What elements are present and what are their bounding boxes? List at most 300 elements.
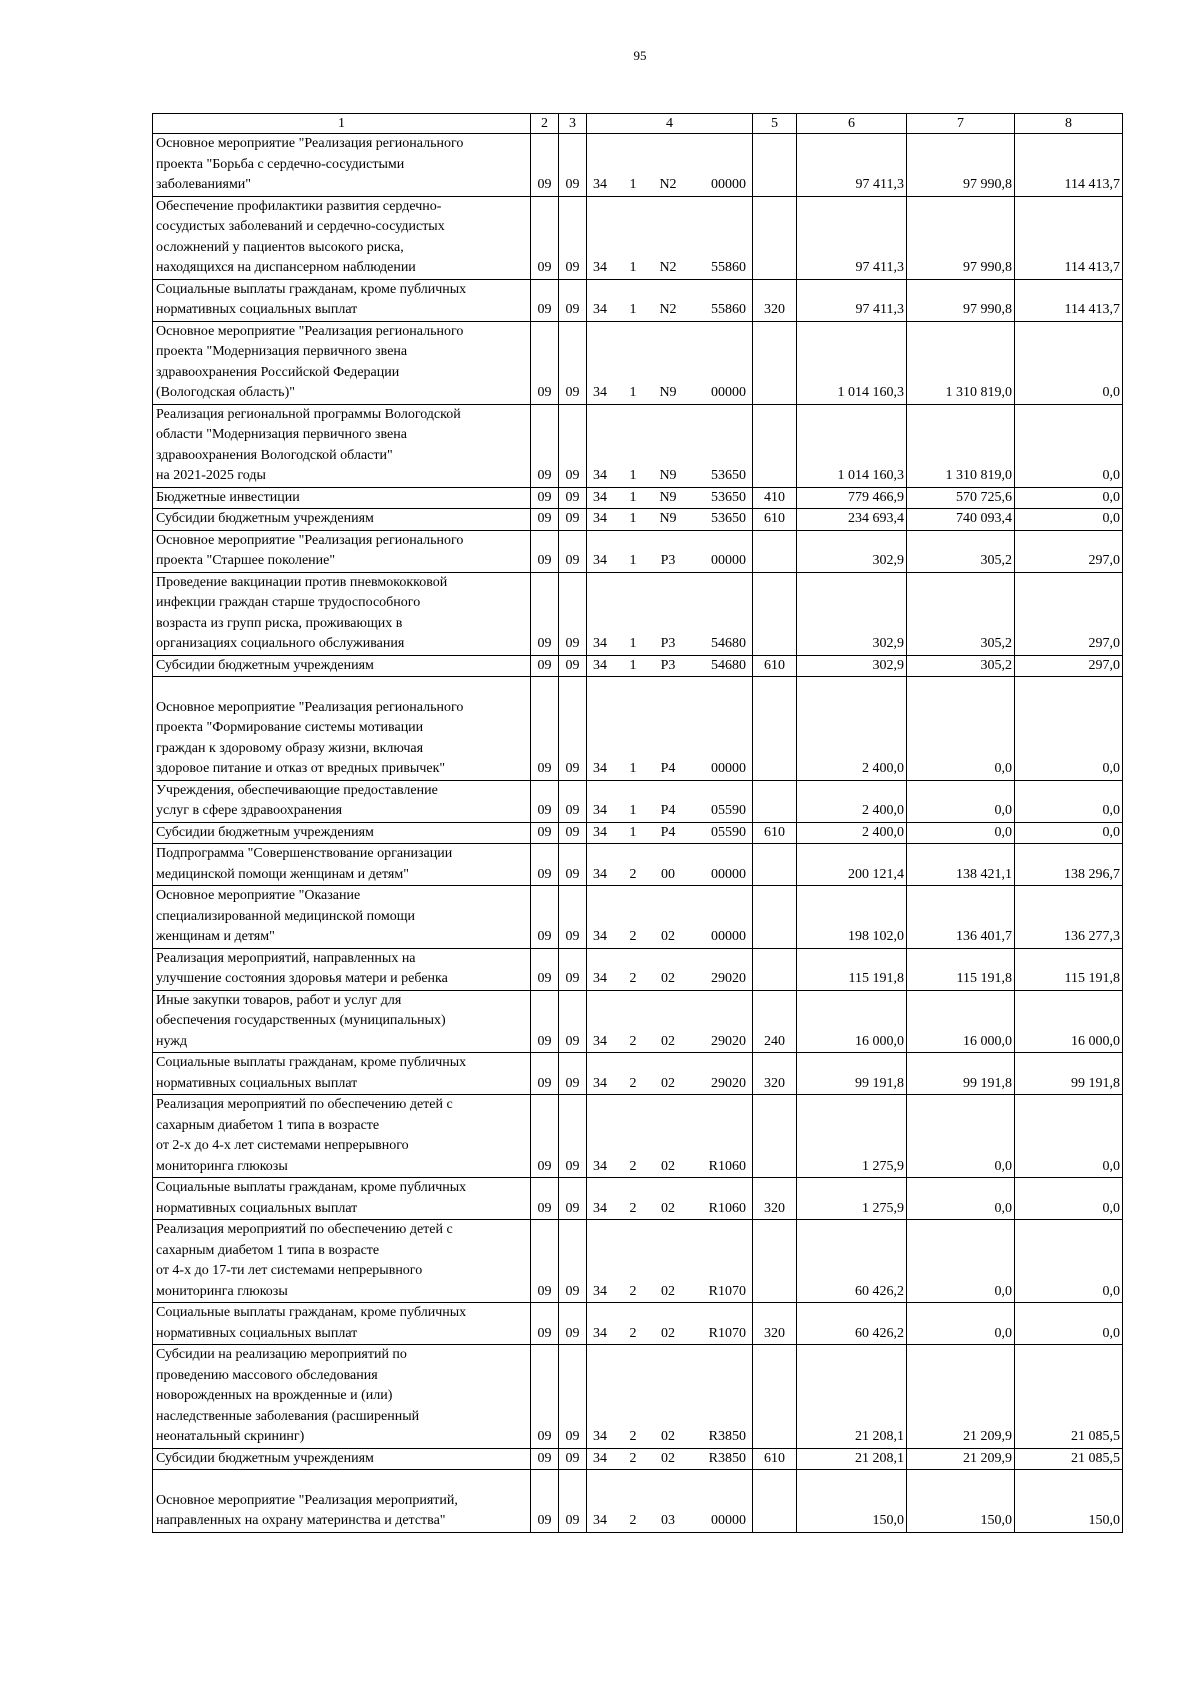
amount-col7: 305,2 bbox=[907, 655, 1015, 677]
target-article-code bbox=[587, 822, 753, 844]
row-name: Реализация мероприятий по обеспечению детей с сахарным диабетом 1 типа в возрасте от 4-х до 17-ти лет системами непрерывного мониторинга глюкозы bbox=[153, 1220, 531, 1303]
section-code: 09 bbox=[531, 1470, 559, 1533]
subprogram-code: 2 bbox=[629, 1033, 637, 1049]
section-code: 09 bbox=[531, 487, 559, 509]
subsection-code: 09 bbox=[559, 844, 587, 886]
section-code: 09 bbox=[531, 279, 559, 321]
amount-col8: 297,0 bbox=[1015, 530, 1123, 572]
expense-type-code: 240 bbox=[753, 990, 797, 1053]
amount-col8: 115 191,8 bbox=[1015, 948, 1123, 990]
target-article-code bbox=[587, 990, 753, 1053]
direction-code: 53650 bbox=[711, 511, 746, 526]
subprogram-code: 2 bbox=[629, 1450, 637, 1466]
direction-code: 00000 bbox=[711, 761, 746, 776]
expense-type-code: 610 bbox=[753, 1448, 797, 1470]
subsection-code: 09 bbox=[559, 1178, 587, 1220]
expense-type-code bbox=[753, 1220, 797, 1303]
header-cell: 2 bbox=[531, 114, 559, 134]
expense-type-code bbox=[753, 321, 797, 404]
target-article-code bbox=[587, 321, 753, 404]
amount-col6: 200 121,4 bbox=[797, 844, 907, 886]
amount-col7: 305,2 bbox=[907, 572, 1015, 655]
target-article-code bbox=[587, 1178, 753, 1220]
amount-col8: 0,0 bbox=[1015, 509, 1123, 531]
program-code: 34 bbox=[593, 177, 607, 192]
amount-col6: 60 426,2 bbox=[797, 1220, 907, 1303]
amount-col6: 21 208,1 bbox=[797, 1448, 907, 1470]
amount-col7: 0,0 bbox=[907, 822, 1015, 844]
row-name: Основное мероприятие "Реализация регионального проекта "Старшее поколение" bbox=[153, 530, 531, 572]
expense-type-code bbox=[753, 196, 797, 279]
subsection-code: 09 bbox=[559, 780, 587, 822]
amount-col6: 198 102,0 bbox=[797, 886, 907, 949]
direction-code: R1070 bbox=[708, 1283, 746, 1299]
subprogram-code: 1 bbox=[629, 489, 637, 505]
event-code: 02 bbox=[661, 1033, 675, 1049]
program-code: 34 bbox=[593, 636, 607, 651]
subsection-code: 09 bbox=[559, 990, 587, 1053]
amount-col6: 302,9 bbox=[797, 572, 907, 655]
program-code: 34 bbox=[593, 1325, 607, 1341]
target-article-code bbox=[587, 279, 753, 321]
target-article-code bbox=[587, 572, 753, 655]
section-code: 09 bbox=[531, 655, 559, 677]
subprogram-code: 1 bbox=[629, 468, 637, 483]
amount-col8: 0,0 bbox=[1015, 321, 1123, 404]
table-row bbox=[153, 196, 1123, 279]
subsection-code: 09 bbox=[559, 1448, 587, 1470]
budget-table bbox=[152, 113, 1123, 1533]
subprogram-code: 1 bbox=[629, 511, 637, 526]
target-article-code bbox=[587, 1303, 753, 1345]
subprogram-code: 2 bbox=[629, 1200, 637, 1216]
program-code: 34 bbox=[593, 260, 607, 275]
direction-code: 29020 bbox=[711, 1033, 746, 1049]
subsection-code: 09 bbox=[559, 572, 587, 655]
subsection-code: 09 bbox=[559, 196, 587, 279]
subsection-code: 09 bbox=[559, 530, 587, 572]
subsection-code: 09 bbox=[559, 1303, 587, 1345]
table-row bbox=[153, 134, 1123, 197]
amount-col6: 115 191,8 bbox=[797, 948, 907, 990]
event-code: 02 bbox=[661, 1200, 675, 1216]
amount-col8: 99 191,8 bbox=[1015, 1053, 1123, 1095]
subprogram-code: 1 bbox=[629, 302, 637, 317]
section-code: 09 bbox=[531, 1178, 559, 1220]
amount-col6: 1 275,9 bbox=[797, 1095, 907, 1178]
table-row bbox=[153, 1303, 1123, 1345]
table-row bbox=[153, 780, 1123, 822]
amount-col6: 150,0 bbox=[797, 1470, 907, 1533]
event-code: N9 bbox=[659, 385, 677, 400]
section-code: 09 bbox=[531, 572, 559, 655]
subsection-code: 09 bbox=[559, 677, 587, 781]
table-row bbox=[153, 655, 1123, 677]
amount-col7: 0,0 bbox=[907, 1178, 1015, 1220]
table-row bbox=[153, 677, 1123, 781]
row-name: Социальные выплаты гражданам, кроме публичных нормативных социальных выплат bbox=[153, 1053, 531, 1095]
amount-col6: 97 411,3 bbox=[797, 279, 907, 321]
subprogram-code: 1 bbox=[629, 803, 637, 818]
section-code: 09 bbox=[531, 780, 559, 822]
target-article-code bbox=[587, 948, 753, 990]
row-name: Реализация мероприятий по обеспечению детей с сахарным диабетом 1 типа в возрасте от 2-х до 4-х лет системами непрерывного мониторинга глюкозы bbox=[153, 1095, 531, 1178]
header-row bbox=[153, 114, 1123, 134]
amount-col7: 0,0 bbox=[907, 1220, 1015, 1303]
program-code: 34 bbox=[593, 761, 607, 776]
subsection-code: 09 bbox=[559, 1220, 587, 1303]
section-code: 09 bbox=[531, 1053, 559, 1095]
amount-col6: 99 191,8 bbox=[797, 1053, 907, 1095]
direction-code: 05590 bbox=[711, 824, 746, 840]
subsection-code: 09 bbox=[559, 1053, 587, 1095]
amount-col7: 0,0 bbox=[907, 780, 1015, 822]
subsection-code: 09 bbox=[559, 948, 587, 990]
subprogram-code: 2 bbox=[629, 1429, 637, 1444]
amount-col6: 2 400,0 bbox=[797, 780, 907, 822]
table-row bbox=[153, 1095, 1123, 1178]
program-code: 34 bbox=[593, 1033, 607, 1049]
event-code: 02 bbox=[661, 1158, 675, 1174]
program-code: 34 bbox=[593, 385, 607, 400]
row-name: Субсидии бюджетным учреждениям bbox=[153, 1448, 531, 1470]
table-row bbox=[153, 948, 1123, 990]
amount-col7: 115 191,8 bbox=[907, 948, 1015, 990]
subprogram-code: 1 bbox=[629, 260, 637, 275]
expense-type-code: 410 bbox=[753, 487, 797, 509]
row-name: Основное мероприятие "Оказание специализированной медицинской помощи женщинам и детям" bbox=[153, 886, 531, 949]
section-code: 09 bbox=[531, 509, 559, 531]
target-article-code bbox=[587, 1470, 753, 1533]
target-article-code bbox=[587, 886, 753, 949]
table-row bbox=[153, 572, 1123, 655]
event-code: N9 bbox=[659, 489, 677, 505]
target-article-code bbox=[587, 509, 753, 531]
expense-type-code: 610 bbox=[753, 822, 797, 844]
amount-col7: 0,0 bbox=[907, 1095, 1015, 1178]
section-code: 09 bbox=[531, 1448, 559, 1470]
amount-col6: 21 208,1 bbox=[797, 1345, 907, 1449]
event-code: 02 bbox=[661, 929, 675, 944]
amount-col8: 21 085,5 bbox=[1015, 1345, 1123, 1449]
table-row bbox=[153, 886, 1123, 949]
row-name: Основное мероприятие "Реализация регионального проекта "Борьба с сердечно-сосудистыми заболеваниями" bbox=[153, 134, 531, 197]
event-code: N9 bbox=[659, 468, 677, 483]
event-code: N2 bbox=[659, 177, 677, 192]
target-article-code bbox=[587, 404, 753, 487]
event-code: P4 bbox=[660, 803, 676, 818]
subprogram-code: 2 bbox=[629, 929, 637, 944]
amount-col8: 0,0 bbox=[1015, 677, 1123, 781]
expense-type-code bbox=[753, 1470, 797, 1533]
event-code: P3 bbox=[660, 553, 676, 568]
amount-col8: 0,0 bbox=[1015, 404, 1123, 487]
row-name: Бюджетные инвестиции bbox=[153, 487, 531, 509]
amount-col8: 16 000,0 bbox=[1015, 990, 1123, 1053]
expense-type-code: 320 bbox=[753, 1053, 797, 1095]
amount-col6: 302,9 bbox=[797, 655, 907, 677]
row-name: Субсидии бюджетным учреждениям bbox=[153, 655, 531, 677]
target-article-code bbox=[587, 134, 753, 197]
direction-code: R3850 bbox=[708, 1429, 746, 1444]
amount-col7: 0,0 bbox=[907, 677, 1015, 781]
amount-col8: 0,0 bbox=[1015, 487, 1123, 509]
amount-col7: 150,0 bbox=[907, 1470, 1015, 1533]
expense-type-code bbox=[753, 1345, 797, 1449]
program-code: 34 bbox=[593, 1450, 607, 1466]
program-code: 34 bbox=[593, 1429, 607, 1444]
event-code: P4 bbox=[660, 761, 676, 776]
table-row bbox=[153, 321, 1123, 404]
subprogram-code: 1 bbox=[629, 177, 637, 192]
subsection-code: 09 bbox=[559, 487, 587, 509]
amount-col8: 114 413,7 bbox=[1015, 196, 1123, 279]
amount-col7: 97 990,8 bbox=[907, 134, 1015, 197]
subprogram-code: 2 bbox=[629, 971, 637, 986]
expense-type-code bbox=[753, 134, 797, 197]
subsection-code: 09 bbox=[559, 134, 587, 197]
amount-col8: 21 085,5 bbox=[1015, 1448, 1123, 1470]
amount-col7: 97 990,8 bbox=[907, 196, 1015, 279]
amount-col6: 1 014 160,3 bbox=[797, 321, 907, 404]
subsection-code: 09 bbox=[559, 1345, 587, 1449]
subprogram-code: 1 bbox=[629, 657, 637, 673]
subsection-code: 09 bbox=[559, 655, 587, 677]
section-code: 09 bbox=[531, 822, 559, 844]
table-row bbox=[153, 1220, 1123, 1303]
amount-col7: 21 209,9 bbox=[907, 1345, 1015, 1449]
header-cell: 7 bbox=[907, 114, 1015, 134]
target-article-code bbox=[587, 1220, 753, 1303]
subsection-code: 09 bbox=[559, 886, 587, 949]
direction-code: 55860 bbox=[711, 260, 746, 275]
subsection-code: 09 bbox=[559, 822, 587, 844]
table-row bbox=[153, 279, 1123, 321]
target-article-code bbox=[587, 1095, 753, 1178]
direction-code: R1070 bbox=[708, 1325, 746, 1341]
event-code: 02 bbox=[661, 1283, 675, 1299]
direction-code: 55860 bbox=[711, 302, 746, 317]
direction-code: R3850 bbox=[708, 1450, 746, 1466]
direction-code: 29020 bbox=[711, 1075, 746, 1091]
subprogram-code: 1 bbox=[629, 761, 637, 776]
program-code: 34 bbox=[593, 824, 607, 840]
target-article-code bbox=[587, 487, 753, 509]
table-row bbox=[153, 1053, 1123, 1095]
amount-col6: 60 426,2 bbox=[797, 1303, 907, 1345]
table-row bbox=[153, 404, 1123, 487]
section-code: 09 bbox=[531, 1303, 559, 1345]
target-article-code bbox=[587, 1448, 753, 1470]
amount-col7: 16 000,0 bbox=[907, 990, 1015, 1053]
direction-code: R1060 bbox=[708, 1158, 746, 1174]
amount-col8: 114 413,7 bbox=[1015, 134, 1123, 197]
subprogram-code: 1 bbox=[629, 636, 637, 651]
direction-code: 00000 bbox=[711, 866, 746, 882]
row-name: Иные закупки товаров, работ и услуг для обеспечения государственных (муниципальных) нужд bbox=[153, 990, 531, 1053]
amount-col8: 297,0 bbox=[1015, 572, 1123, 655]
section-code: 09 bbox=[531, 1095, 559, 1178]
amount-col6: 302,9 bbox=[797, 530, 907, 572]
section-code: 09 bbox=[531, 134, 559, 197]
row-name: Проведение вакцинации против пневмококковой инфекции граждан старше трудоспособного возраста из групп риска, проживающих в организациях социального обслуживания bbox=[153, 572, 531, 655]
expense-type-code bbox=[753, 886, 797, 949]
amount-col6: 234 693,4 bbox=[797, 509, 907, 531]
event-code: 02 bbox=[661, 1450, 675, 1466]
expense-type-code bbox=[753, 404, 797, 487]
event-code: N2 bbox=[659, 302, 677, 317]
program-code: 34 bbox=[593, 929, 607, 944]
program-code: 34 bbox=[593, 866, 607, 882]
expense-type-code: 320 bbox=[753, 1178, 797, 1220]
target-article-code bbox=[587, 780, 753, 822]
section-code: 09 bbox=[531, 321, 559, 404]
event-code: 00 bbox=[661, 866, 675, 882]
amount-col7: 99 191,8 bbox=[907, 1053, 1015, 1095]
amount-col8: 297,0 bbox=[1015, 655, 1123, 677]
table-row bbox=[153, 990, 1123, 1053]
subprogram-code: 2 bbox=[629, 1513, 637, 1528]
expense-type-code: 610 bbox=[753, 509, 797, 531]
section-code: 09 bbox=[531, 677, 559, 781]
section-code: 09 bbox=[531, 196, 559, 279]
header-cell: 4 bbox=[587, 114, 753, 134]
event-code: P3 bbox=[660, 657, 676, 673]
row-name: Подпрограмма "Совершенствование организации медицинской помощи женщинам и детям" bbox=[153, 844, 531, 886]
target-article-code bbox=[587, 1053, 753, 1095]
table-row bbox=[153, 1448, 1123, 1470]
expense-type-code bbox=[753, 780, 797, 822]
target-article-code bbox=[587, 677, 753, 781]
subprogram-code: 1 bbox=[629, 553, 637, 568]
row-name: Основное мероприятие "Реализация регионального проекта "Модернизация первичного звена здравоохранения Российской Федерации (Вологодская область)" bbox=[153, 321, 531, 404]
subprogram-code: 2 bbox=[629, 1075, 637, 1091]
direction-code: 53650 bbox=[711, 468, 746, 483]
row-name: Субсидии бюджетным учреждениям bbox=[153, 509, 531, 531]
amount-col7: 136 401,7 bbox=[907, 886, 1015, 949]
event-code: P3 bbox=[660, 636, 676, 651]
direction-code: R1060 bbox=[708, 1200, 746, 1216]
expense-type-code bbox=[753, 530, 797, 572]
direction-code: 53650 bbox=[711, 489, 746, 505]
table-row bbox=[153, 1178, 1123, 1220]
program-code: 34 bbox=[593, 302, 607, 317]
table-row bbox=[153, 1470, 1123, 1533]
amount-col7: 570 725,6 bbox=[907, 487, 1015, 509]
program-code: 34 bbox=[593, 511, 607, 526]
section-code: 09 bbox=[531, 844, 559, 886]
direction-code: 00000 bbox=[711, 177, 746, 192]
event-code: 02 bbox=[661, 1325, 675, 1341]
expense-type-code: 610 bbox=[753, 655, 797, 677]
amount-col6: 1 275,9 bbox=[797, 1178, 907, 1220]
program-code: 34 bbox=[593, 553, 607, 568]
event-code: 02 bbox=[661, 1429, 675, 1444]
program-code: 34 bbox=[593, 1200, 607, 1216]
row-name: Реализация региональной программы Вологодской области "Модернизация первичного звена здравоохранения Вологодской области" на 2021-2025 годы bbox=[153, 404, 531, 487]
header-cell: 3 bbox=[559, 114, 587, 134]
amount-col6: 97 411,3 bbox=[797, 134, 907, 197]
amount-col7: 1 310 819,0 bbox=[907, 404, 1015, 487]
event-code: P4 bbox=[660, 824, 676, 840]
amount-col8: 114 413,7 bbox=[1015, 279, 1123, 321]
amount-col8: 0,0 bbox=[1015, 1220, 1123, 1303]
subprogram-code: 1 bbox=[629, 385, 637, 400]
target-article-code bbox=[587, 655, 753, 677]
amount-col6: 779 466,9 bbox=[797, 487, 907, 509]
section-code: 09 bbox=[531, 530, 559, 572]
section-code: 09 bbox=[531, 404, 559, 487]
subprogram-code: 1 bbox=[629, 824, 637, 840]
table-row bbox=[153, 822, 1123, 844]
row-name: Учреждения, обеспечивающие предоставление услуг в сфере здравоохранения bbox=[153, 780, 531, 822]
expense-type-code bbox=[753, 677, 797, 781]
direction-code: 05590 bbox=[711, 803, 746, 818]
expense-type-code bbox=[753, 844, 797, 886]
section-code: 09 bbox=[531, 1345, 559, 1449]
table-row bbox=[153, 530, 1123, 572]
amount-col7: 0,0 bbox=[907, 1303, 1015, 1345]
section-code: 09 bbox=[531, 948, 559, 990]
table-row bbox=[153, 509, 1123, 531]
header-cell: 8 bbox=[1015, 114, 1123, 134]
direction-code: 00000 bbox=[711, 1513, 746, 1528]
amount-col7: 305,2 bbox=[907, 530, 1015, 572]
row-name: Социальные выплаты гражданам, кроме публичных нормативных социальных выплат bbox=[153, 279, 531, 321]
amount-col8: 150,0 bbox=[1015, 1470, 1123, 1533]
row-name: Социальные выплаты гражданам, кроме публичных нормативных социальных выплат bbox=[153, 1303, 531, 1345]
section-code: 09 bbox=[531, 990, 559, 1053]
direction-code: 00000 bbox=[711, 929, 746, 944]
event-code: N2 bbox=[659, 260, 677, 275]
target-article-code bbox=[587, 196, 753, 279]
row-name: Социальные выплаты гражданам, кроме публичных нормативных социальных выплат bbox=[153, 1178, 531, 1220]
program-code: 34 bbox=[593, 1075, 607, 1091]
amount-col8: 0,0 bbox=[1015, 1178, 1123, 1220]
target-article-code bbox=[587, 1345, 753, 1449]
amount-col6: 2 400,0 bbox=[797, 677, 907, 781]
table-row bbox=[153, 487, 1123, 509]
subprogram-code: 2 bbox=[629, 1283, 637, 1299]
header-cell: 6 bbox=[797, 114, 907, 134]
program-code: 34 bbox=[593, 1158, 607, 1174]
program-code: 34 bbox=[593, 1513, 607, 1528]
amount-col7: 21 209,9 bbox=[907, 1448, 1015, 1470]
row-name: Основное мероприятие "Реализация регионального проекта "Формирование системы мотивации граждан к здоровому образу жизни, включая здоровое питание и отказ от вредных привычек" bbox=[153, 677, 531, 781]
subprogram-code: 2 bbox=[629, 866, 637, 882]
table-row bbox=[153, 1345, 1123, 1449]
direction-code: 00000 bbox=[711, 553, 746, 568]
subsection-code: 09 bbox=[559, 404, 587, 487]
table-row bbox=[153, 844, 1123, 886]
section-code: 09 bbox=[531, 1220, 559, 1303]
subsection-code: 09 bbox=[559, 509, 587, 531]
amount-col8: 0,0 bbox=[1015, 822, 1123, 844]
program-code: 34 bbox=[593, 803, 607, 818]
amount-col7: 740 093,4 bbox=[907, 509, 1015, 531]
target-article-code bbox=[587, 530, 753, 572]
amount-col8: 0,0 bbox=[1015, 1303, 1123, 1345]
amount-col8: 136 277,3 bbox=[1015, 886, 1123, 949]
program-code: 34 bbox=[593, 468, 607, 483]
program-code: 34 bbox=[593, 657, 607, 673]
amount-col6: 97 411,3 bbox=[797, 196, 907, 279]
direction-code: 29020 bbox=[711, 971, 746, 986]
target-article-code bbox=[587, 844, 753, 886]
amount-col7: 138 421,1 bbox=[907, 844, 1015, 886]
subprogram-code: 2 bbox=[629, 1158, 637, 1174]
expense-type-code: 320 bbox=[753, 279, 797, 321]
